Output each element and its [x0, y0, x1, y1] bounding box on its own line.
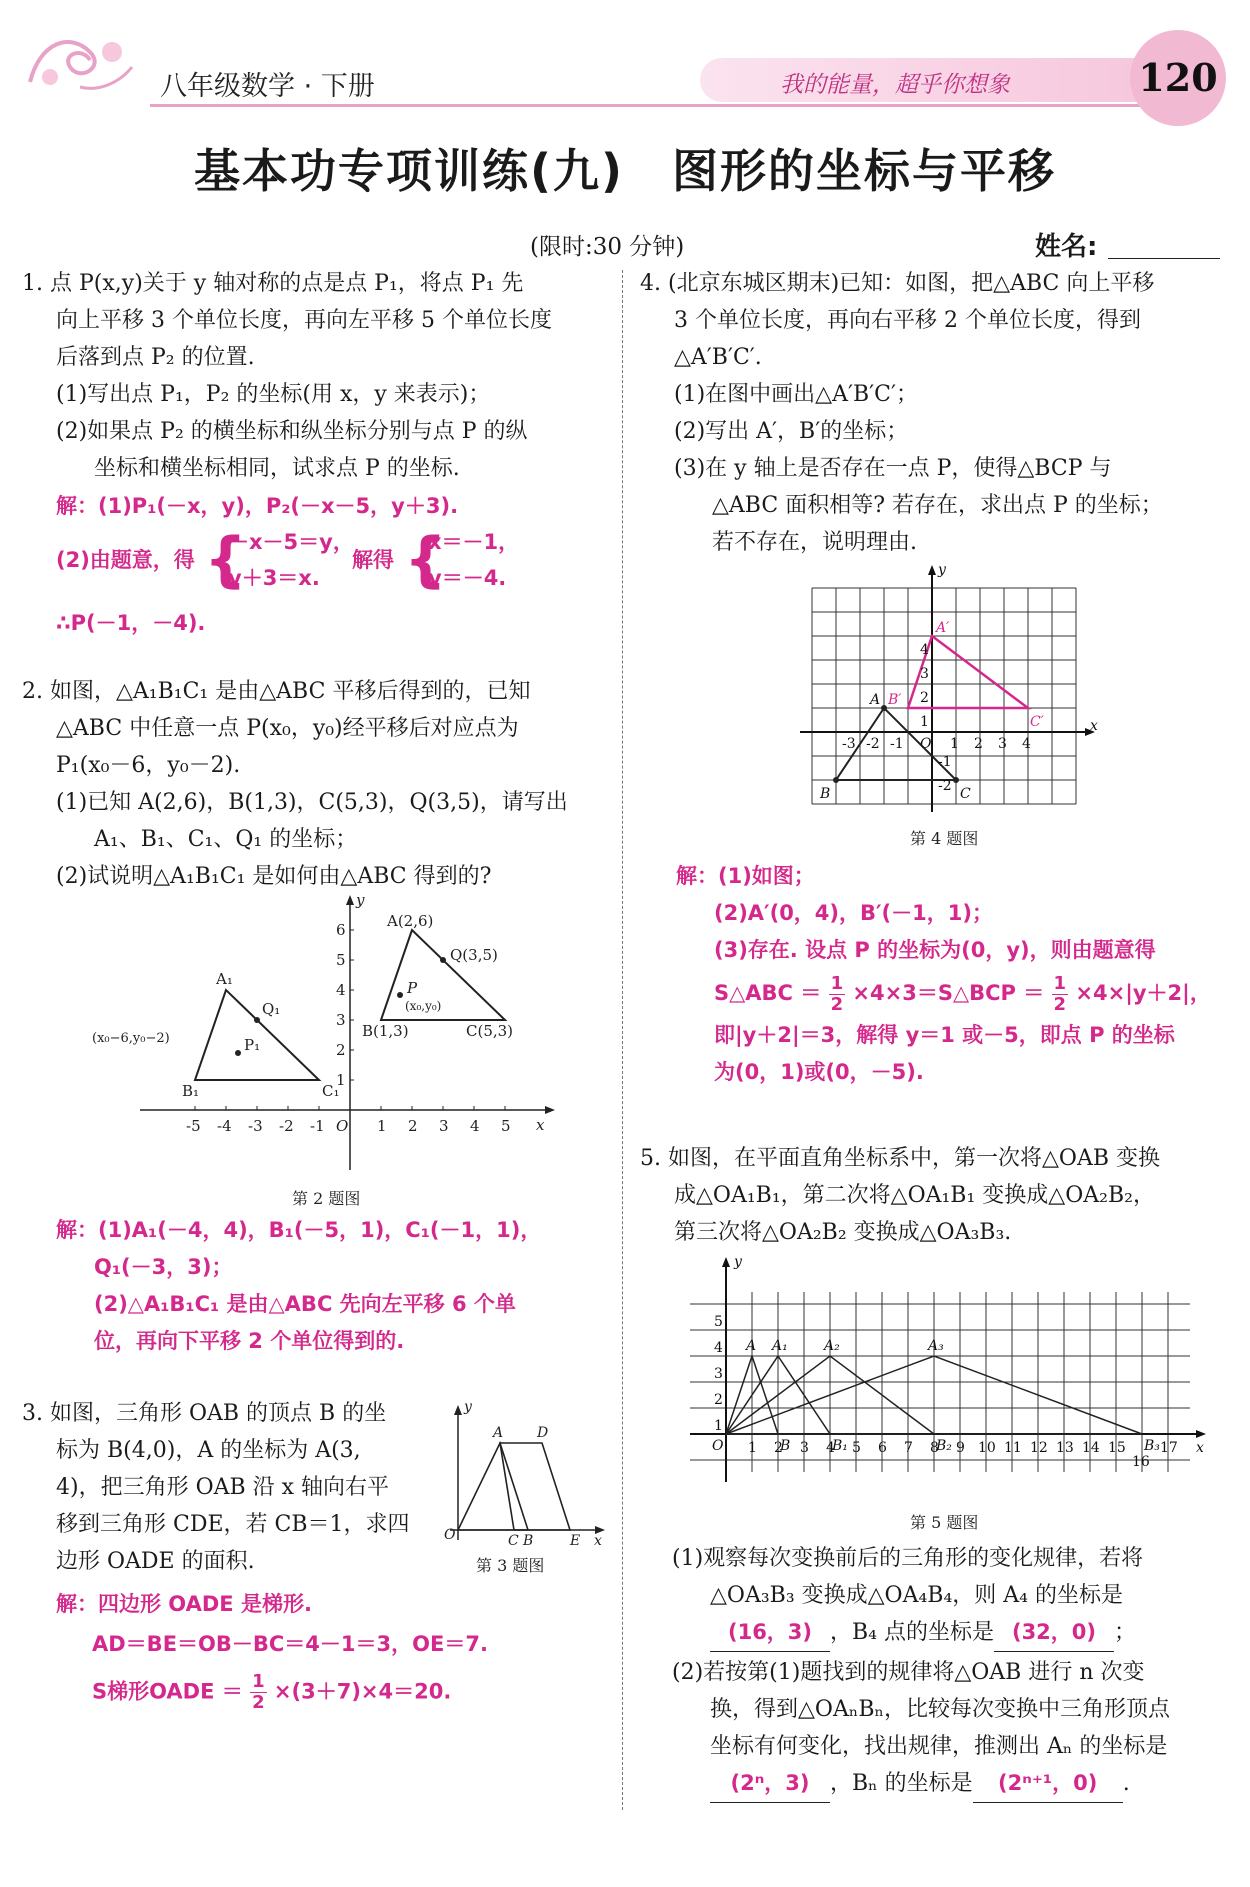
- q2-line: △ABC 中任意一点 P(x₀，y₀)经平移后对应点为: [56, 716, 519, 741]
- time-limit: (限时:30 分钟): [530, 234, 685, 260]
- x-tick-label: 8: [930, 1440, 939, 1456]
- q5-sub1-line: (1)观察每次变换前后的三角形的变化规律，若将: [672, 1546, 1144, 1571]
- q1-line: (1)写出点 P₁，P₂ 的坐标(用 x，y 来表示)；: [56, 382, 491, 407]
- triangle-oab: [458, 1443, 528, 1530]
- figure-3-caption: 第 3 题图: [476, 1556, 545, 1575]
- label-b: B(1,3): [362, 1022, 409, 1040]
- q3-line: 3. 如图，三角形 OAB 的顶点 B 的坐: [22, 1401, 387, 1426]
- y-tick-label: 1: [336, 1071, 346, 1089]
- fraction-half: $\frac{1}{2}$: [252, 1671, 265, 1713]
- x-tick-label: 5: [852, 1440, 861, 1456]
- x-tick-label: 16: [1132, 1454, 1150, 1470]
- label-x: x: [1196, 1440, 1204, 1456]
- q1-answer-2: [56, 525, 616, 608]
- label-a: A: [746, 1338, 757, 1354]
- q5-sub2: [672, 1654, 1232, 1803]
- point-p1: [235, 1050, 241, 1056]
- x-tick-label: 4: [470, 1117, 480, 1135]
- a4-answer-blank[interactable]: (16，3): [710, 1614, 830, 1652]
- q1-answer-3: ∴P(－1，－4).: [56, 611, 206, 635]
- q5-sub2-answer-line: [672, 1765, 1232, 1803]
- fraction-half: $\frac{1}{2}$: [830, 972, 844, 1015]
- q4-ans4-mid: ×4×3＝S△BCP ＝: [852, 981, 1045, 1005]
- x-tick-label: 1: [950, 736, 959, 752]
- label-d: D: [537, 1425, 549, 1441]
- q1-sys2-a: x＝－1，: [428, 530, 520, 554]
- q2-line: A₁、B₁、C₁、Q₁ 的坐标；: [94, 827, 358, 852]
- q3-line: 4)，把三角形 OAB 沿 x 轴向右平: [56, 1475, 390, 1500]
- q1-ans2-prefix: (2)由题意，得: [56, 548, 195, 572]
- q5-text: [640, 1140, 1230, 1251]
- x-tick-label: -1: [310, 1117, 325, 1135]
- q4-answer: [676, 858, 1236, 1091]
- label-b1: B₁: [832, 1438, 848, 1454]
- y-arrow-icon: [454, 1405, 462, 1415]
- q2-text: [22, 673, 612, 895]
- q1-line: 坐标和横坐标相同，试求点 P 的坐标.: [94, 456, 460, 481]
- q2-line: (1)已知 A(2,6)，B(1,3)，C(5,3)，Q(3,5)，请写出: [56, 790, 568, 815]
- x-tick-label: -2: [866, 736, 880, 752]
- q4-line: (1)在图中画出△A′B′C′；: [674, 382, 918, 407]
- x-tick-label: 6: [878, 1440, 887, 1456]
- q3-answer-3: [92, 1672, 451, 1713]
- x-tick-label: 2: [408, 1117, 418, 1135]
- name-blank[interactable]: [1108, 258, 1220, 259]
- q4-line: △ABC 面积相等? 若存在，求出点 P 的坐标；: [712, 493, 1163, 518]
- book-title: 八年级数学 · 下册: [160, 71, 375, 102]
- label-b: B: [523, 1533, 534, 1549]
- q1-line: 后落到点 P₂ 的位置.: [56, 345, 255, 370]
- q1-ans2-mid: 解得: [352, 548, 394, 572]
- x-tick-label: -1: [890, 736, 904, 752]
- q5-line: 5. 如图，在平面直角坐标系中，第一次将△OAB 变换: [640, 1146, 1160, 1171]
- label-a2: A₂: [824, 1338, 840, 1354]
- an-answer-blank[interactable]: (2ⁿ，3): [710, 1765, 830, 1803]
- x-tick-label: 3: [439, 1117, 449, 1135]
- label-x: x: [1090, 718, 1098, 734]
- x-tick-label: -3: [248, 1117, 263, 1135]
- label-a1: A₁: [216, 970, 233, 988]
- point-q: [440, 957, 446, 963]
- q3-answer-2: AD＝BE＝OB－BC＝4－1＝3，OE＝7.: [92, 1632, 488, 1656]
- brace-icon: {: [204, 525, 247, 595]
- q3-line: 标为 B(4,0)，A 的坐标为 A(3,: [56, 1438, 361, 1463]
- label-p-coord: (x₀,y₀): [405, 999, 442, 1013]
- x-tick-label: 13: [1056, 1440, 1074, 1456]
- x-tick-label: 11: [1004, 1440, 1022, 1456]
- x-tick-label: 3: [800, 1440, 809, 1456]
- y-tick-label: 3: [714, 1366, 723, 1382]
- y-tick-label: 2: [714, 1392, 723, 1408]
- q4-line: △A′B′C′.: [674, 345, 762, 370]
- point-q1: [254, 1017, 260, 1023]
- q4-ans-line: 即|y＋2|＝3，解得 y＝1 或－5，即点 P 的坐标: [714, 1023, 1175, 1047]
- y-tick-label: 6: [336, 921, 346, 939]
- label-b-prime: B′: [888, 692, 902, 708]
- label-origin: O: [712, 1438, 724, 1454]
- figure-3: [430, 1395, 610, 1549]
- y-arrow-icon: [346, 895, 354, 905]
- label-c: C: [508, 1533, 519, 1549]
- x-tick-label: 4: [1022, 736, 1031, 752]
- x-tick-label: 2: [774, 1440, 783, 1456]
- label-a1: A₁: [772, 1338, 788, 1354]
- label-p: P: [407, 979, 418, 997]
- figure-4: [790, 560, 1110, 820]
- q1-line: 向上平移 3 个单位长度，再向左平移 5 个单位长度: [56, 308, 552, 333]
- x-tick-label: 3: [998, 736, 1007, 752]
- label-c-prime: C′: [1030, 714, 1044, 730]
- b4-answer-blank[interactable]: (32，0): [994, 1614, 1114, 1652]
- x-tick-label: 7: [904, 1440, 913, 1456]
- q4-line: (2)写出 A′，B′的坐标；: [674, 419, 909, 444]
- label-b1: B₁: [182, 1082, 200, 1100]
- x-tick-label: 5: [501, 1117, 511, 1135]
- q1-line: (2)如果点 P₂ 的横坐标和纵坐标分别与点 P 的纵: [56, 419, 528, 444]
- q4-text: [640, 265, 1230, 561]
- q5-sub2-line: 坐标有何变化，找出规律，推测出 Aₙ 的坐标是: [710, 1734, 1168, 1759]
- q1-answer-1: 解：(1)P₁(－x，y)，P₂(－x－5，y＋3).: [56, 494, 459, 518]
- label-x: x: [594, 1533, 602, 1549]
- x-tick-label: 17: [1160, 1440, 1178, 1456]
- q2-ans-line: Q₁(－3，3)；: [94, 1255, 233, 1279]
- label-a: A(2,6): [387, 912, 434, 930]
- q5-sub1-line: △OA₃B₃ 变换成△OA₄B₄，则 A₄ 的坐标是: [710, 1583, 1123, 1608]
- y-tick-label: 3: [336, 1011, 346, 1029]
- label-p1-coord: (x₀−6,y₀−2): [92, 1031, 170, 1046]
- y-arrow-icon: [928, 565, 936, 575]
- q3-ans3-suffix: ×(3＋7)×4＝20.: [273, 1679, 452, 1704]
- triangle-abc: [381, 930, 505, 1020]
- q5-sub2-line: (2)若按第(1)题找到的规律将△OAB 进行 n 次变: [672, 1660, 1145, 1685]
- label-e: E: [570, 1533, 581, 1549]
- q4-ans-line: (3)存在. 设点 P 的坐标为(0，y)，则由题意得: [714, 938, 1156, 962]
- q2-line: P₁(x₀－6，y₀－2).: [56, 753, 241, 778]
- point-a: [881, 705, 887, 711]
- q5-line: 第三次将△OA₂B₂ 变换成△OA₃B₃.: [674, 1220, 1012, 1245]
- point-p: [397, 992, 403, 998]
- q2-line: 2. 如图，△A₁B₁C₁ 是由△ABC 平移后得到的，已知: [22, 679, 531, 704]
- q4-ans4-prefix: S△ABC ＝: [714, 981, 822, 1005]
- figure-5: [680, 1252, 1210, 1492]
- y-tick-label: -1: [938, 754, 952, 770]
- triangle-cde: [500, 1443, 570, 1530]
- q2-answer: [56, 1212, 616, 1360]
- y-tick-label: -2: [938, 778, 952, 794]
- figure-4-caption: 第 4 题图: [910, 829, 979, 848]
- slogan-banner: [700, 58, 1150, 102]
- name-label: 姓名:: [1035, 232, 1098, 262]
- label-b: B: [820, 786, 831, 802]
- page-title: 基本功专项训练(九) 图形的坐标与平移: [193, 144, 1057, 198]
- x-tick-label: 1: [748, 1440, 757, 1456]
- q5-line: 成△OA₁B₁，第二次将△OA₁B₁ 变换成△OA₂B₂，: [674, 1183, 1155, 1208]
- x-tick-label: 4: [826, 1440, 835, 1456]
- q4-ans4-suffix: ×4×|y＋2|，: [1075, 981, 1211, 1005]
- label-b3: B₃: [1144, 1438, 1160, 1454]
- x-arrow-icon: [1196, 1430, 1206, 1438]
- q1-sys1-a: －x－5＝y，: [228, 530, 354, 554]
- y-tick-label: 5: [714, 1314, 723, 1330]
- q5-sub1-answer-line: [672, 1614, 1232, 1652]
- q2-ans-line: 位，再向下平移 2 个单位得到的.: [94, 1329, 405, 1353]
- label-p1: P₁: [244, 1036, 261, 1054]
- label-c: C: [960, 786, 971, 802]
- y-tick-label: 1: [714, 1418, 723, 1434]
- q4-ans-line: 解：(1)如图；: [676, 864, 815, 888]
- y-tick-label: 2: [920, 690, 929, 706]
- q4-line: 3 个单位长度，再向右平移 2 个单位长度，得到: [674, 308, 1141, 333]
- label-q1: Q₁: [262, 1000, 281, 1018]
- x-tick-label: 9: [956, 1440, 965, 1456]
- slogan-text: 我的能量，超乎你想象: [780, 72, 1010, 98]
- x-tick-label: 14: [1082, 1440, 1100, 1456]
- label-a: A: [493, 1425, 504, 1441]
- x-tick-label: 15: [1108, 1440, 1126, 1456]
- label-a: A: [870, 692, 881, 708]
- q5-sub2-line: 换，得到△OAₙBₙ，比较每次变换中三角形顶点: [710, 1697, 1171, 1722]
- q4-line: 4. (北京东城区期末)已知：如图，把△ABC 向上平移: [640, 271, 1155, 296]
- q3-ans3-prefix: S梯形OADE ＝: [92, 1679, 243, 1704]
- y-tick-label: 4: [714, 1340, 723, 1356]
- label-b: B: [780, 1438, 791, 1454]
- x-tick-label: -2: [279, 1117, 294, 1135]
- figure-2-caption: 第 2 题图: [292, 1189, 361, 1208]
- y-arrow-icon: [722, 1257, 730, 1267]
- q5-sub1: [672, 1540, 1232, 1652]
- brace-icon: {: [404, 525, 447, 595]
- x-tick-label: -4: [217, 1117, 232, 1135]
- x-tick-label: -3: [842, 736, 856, 752]
- q5-sub2-end: .: [1122, 1771, 1130, 1796]
- q2-line: (2)试说明△A₁B₁C₁ 是如何由△ABC 得到的?: [56, 864, 492, 889]
- q3-line: 移到三角形 CDE，若 CB＝1，求四: [56, 1512, 410, 1537]
- q4-ans-line: (2)A′(0，4)，B′(－1，1)；: [714, 901, 993, 925]
- q3-line: 边形 OADE 的面积.: [56, 1549, 255, 1574]
- q2-ans-line: (2)△A₁B₁C₁ 是由△ABC 先向左平移 6 个单: [94, 1292, 516, 1316]
- q5-sub2-mid: ，Bₙ 的坐标是: [830, 1771, 973, 1796]
- y-tick-label: 4: [336, 981, 346, 999]
- y-tick-label: 5: [336, 951, 346, 969]
- label-y: y: [938, 562, 946, 578]
- y-tick-label: 4: [920, 642, 929, 658]
- label-a3: A₃: [928, 1338, 944, 1354]
- q5-sub1-end: ；: [1113, 1620, 1136, 1645]
- q4-ans-line: [676, 969, 1236, 1017]
- label-origin: O: [336, 1117, 349, 1135]
- x-tick-label: 2: [974, 736, 983, 752]
- y-tick-label: 2: [336, 1041, 346, 1059]
- q4-line: (3)在 y 轴上是否存在一点 P，使得△BCP 与: [674, 456, 1112, 481]
- label-y: y: [464, 1399, 472, 1415]
- q1-line: 1. 点 P(x,y)关于 y 轴对称的点是点 P₁，将点 P₁ 先: [22, 271, 524, 296]
- fraction-half: $\frac{1}{2}$: [1053, 972, 1067, 1015]
- q1-text: [22, 265, 612, 487]
- q3-text: [22, 1395, 442, 1580]
- label-a-prime: A′: [936, 620, 950, 636]
- x-arrow-icon: [545, 1106, 555, 1114]
- triangle-a1b1c1: [195, 990, 319, 1080]
- label-b2: B₂: [936, 1438, 952, 1454]
- label-origin: O: [920, 736, 932, 752]
- q5-sub1-mid: ，B₄ 点的坐标是: [830, 1620, 994, 1645]
- point-c: [953, 777, 959, 783]
- y-tick-label: 1: [920, 714, 929, 730]
- label-x: x: [536, 1116, 545, 1134]
- x-tick-label: 10: [978, 1440, 996, 1456]
- label-q: Q(3,5): [450, 946, 498, 964]
- column-divider: [622, 270, 623, 1810]
- figure-5-caption: 第 5 题图: [910, 1513, 979, 1532]
- q4-line: 若不存在，说明理由.: [712, 530, 917, 555]
- x-tick-label: -5: [186, 1117, 201, 1135]
- label-y: y: [734, 1254, 742, 1270]
- page-number: 120: [1130, 30, 1226, 126]
- q1-sys2-b: y＝－4.: [428, 566, 507, 590]
- q2-ans-line: 解：(1)A₁(－4，4)，B₁(－5，1)，C₁(－1，1)，: [56, 1218, 542, 1242]
- label-y: y: [356, 891, 365, 909]
- y-tick-label: 3: [920, 666, 929, 682]
- bn-answer-blank[interactable]: (2ⁿ⁺¹，0): [973, 1765, 1123, 1803]
- x-tick-label: 1: [377, 1117, 387, 1135]
- q4-ans-line: 为(0，1)或(0，－5).: [714, 1060, 924, 1084]
- point-b: [833, 777, 839, 783]
- label-o: O: [444, 1527, 456, 1543]
- x-tick-label: 12: [1030, 1440, 1048, 1456]
- label-c1: C₁: [322, 1082, 340, 1100]
- label-c: C(5,3): [466, 1022, 514, 1040]
- q1-sys1-b: y＋3＝x.: [228, 566, 320, 590]
- figure-2: [92, 890, 560, 1180]
- flourish-decoration: [20, 22, 140, 102]
- q3-answer-1: 解：四边形 OADE 是梯形.: [56, 1592, 312, 1616]
